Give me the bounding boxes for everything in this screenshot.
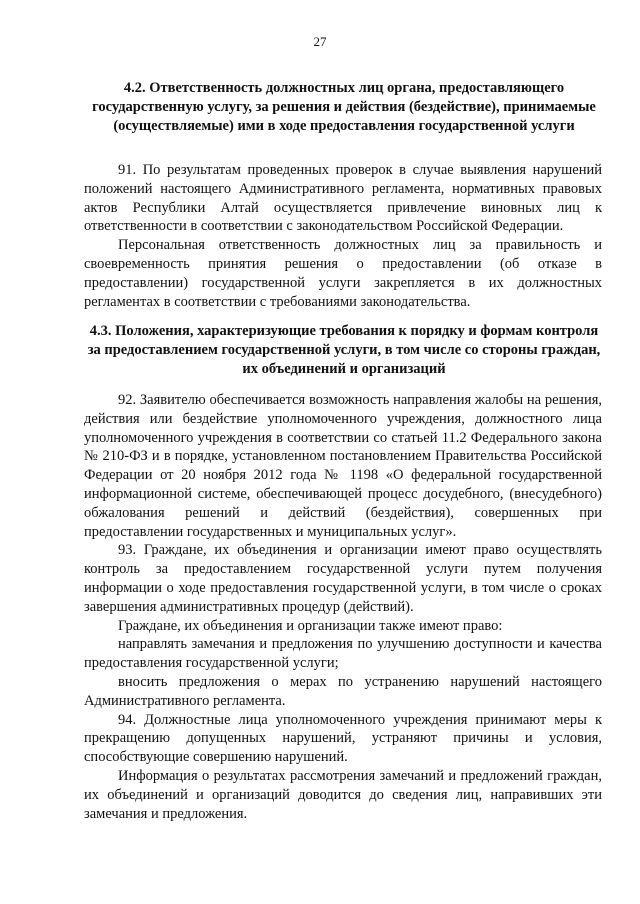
section-4-3-body	[84, 391, 602, 823]
paragraph-93: 93. Граждане, их объединения и организации имеют право осуществлять контроль за предоставлением государственной услуги путем получения информации о ходе предоставления государственной услуги, в том числе о сроках завершения административных процедур (действий).	[84, 542, 602, 615]
page-number: 27	[313, 34, 327, 49]
paragraph-94: 94. Должностные лица уполномоченного учреждения принимают меры к прекращению допущенных нарушений, устраняют причины и условия, способствующие совершению нарушений.	[84, 711, 602, 766]
paragraph-right-remarks: направлять замечания и предложения по улучшению доступности и качества предоставления государственной услуги;	[84, 636, 602, 672]
paragraph-rights-intro: Граждане, их объединения и организации также имеют право:	[118, 617, 503, 634]
paragraph-right-proposals: вносить предложения о мерах по устранению нарушений настоящего Административного регламента.	[84, 673, 602, 709]
paragraph-92: 92. Заявителю обеспечивается возможность направления жалобы на решения, действия или бездействие уполномоченного учреждения, должностного лица уполномоченного учреждения в соответствии со статьей 11.2 Федерального закона № 210-ФЗ и в порядке, установленном постановлением Правительства Российской Федерации от 20 ноября 2012 года № 1198 «О федеральной государственной информационной системе, обеспечивающей процесс досудебного, (внесудебного) обжалования решений и действий (бездействия), совершенных при предоставлении государственных и муниципальных услуг».	[84, 392, 602, 540]
section-4-2-heading: 4.2. Ответственность должностных лиц органа, предоставляющего государственную услугу, за решения и действия (бездействие), принимаемые (осуществляемые) ими в ходе предоставления государственной услуги	[92, 80, 596, 134]
paragraph-information: Информация о результатах рассмотрения замечаний и предложений граждан, их объединений и организаций доводится до сведения лиц, направивших эти замечания и предложения.	[84, 767, 602, 822]
paragraph-91: 91. По результатам проведенных проверок в случае выявления нарушений положений настоящего Административного регламента, нормативных правовых актов Республики Алтай осуществляется привлечение виновных лиц к ответственности в соответствии с законодательством Российской Федерации.	[84, 162, 602, 235]
section-4-2-body	[84, 161, 602, 311]
section-4-3-heading: 4.3. Положения, характеризующие требования к порядку и формам контроля за предоставлением государственной услуги, в том числе со стороны граждан, их объединений и организаций	[87, 323, 601, 377]
paragraph-personal-responsibility: Персональная ответственность должностных лиц за правильность и своевременность принятия решения о предоставлении (об отказе в предоставлении) государственной услуги закрепляется в их должностных регламентах в соответствии с требованиями законодательства.	[84, 237, 602, 310]
